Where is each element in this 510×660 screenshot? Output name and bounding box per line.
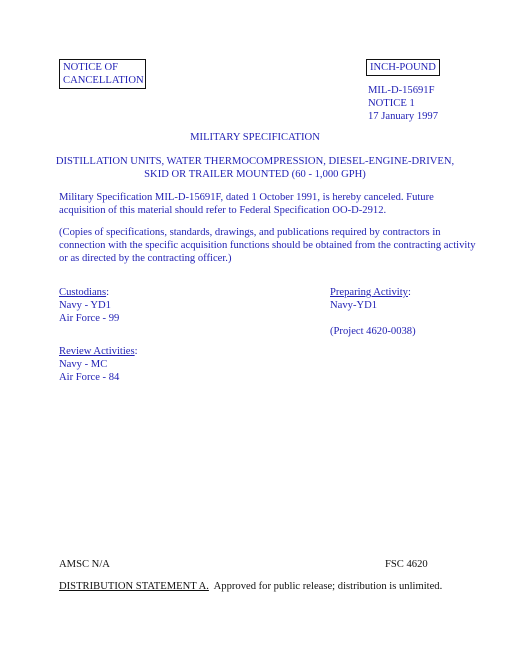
paragraph1-line-2: acquisition of this material should refer to Federal Specification OO-D-2912. [59, 205, 387, 216]
notice-number: NOTICE 1 [368, 98, 415, 109]
title-line-2: SKID OR TRAILER MOUNTED (60 - 1,000 GPH) [144, 169, 366, 180]
custodians-heading-colon: : [106, 287, 110, 298]
document-number: MIL-D-15691F [368, 85, 435, 96]
notice-line-1: NOTICE OF [63, 62, 119, 73]
preparing-activity-heading [330, 286, 416, 299]
inch-pound-box [366, 59, 440, 76]
review-activities-heading-text: Review Activities [59, 346, 135, 357]
inch-pound-label: INCH-POUND [370, 62, 436, 73]
custodians-heading [59, 286, 119, 299]
preparing-activity-colon: : [407, 287, 411, 298]
preparing-activity-heading-text: Preparing Activity [330, 287, 408, 298]
fsc-text: FSC 4620 [385, 559, 428, 570]
copies-paragraph [59, 226, 476, 265]
paragraph1-line-1: Military Specification MIL-D-15691F, dated 1 October 1991, is hereby canceled. Future [59, 192, 434, 203]
distribution-statement [59, 580, 442, 593]
project-number: (Project 4620-0038) [330, 326, 416, 337]
cancellation-paragraph [59, 191, 434, 217]
distribution-statement-text: Approved for public release; distribution is unlimited. [208, 581, 443, 592]
document-date: 17 January 1997 [368, 111, 439, 122]
amsc-label [59, 558, 110, 571]
title-line-1: DISTILLATION UNITS, WATER THERMOCOMPRESSION, DIESEL-ENGINE-DRIVEN, [55, 156, 455, 167]
notice-line-2: CANCELLATION [63, 75, 144, 86]
distribution-statement-label: DISTRIBUTION STATEMENT A. [59, 581, 209, 592]
review-activity-item: Navy - MC [59, 359, 108, 370]
amsc-text: AMSC N/A [59, 559, 110, 570]
custodian-item: Navy - YD1 [59, 300, 111, 311]
preparing-activity-section [330, 286, 416, 338]
specification-heading-text: MILITARY SPECIFICATION [190, 132, 320, 143]
review-activities-colon: : [134, 346, 138, 357]
paragraph2-line-1: (Copies of specifications, standards, drawings, and publications required by contractors in [59, 227, 441, 238]
review-activity-item: Air Force - 84 [59, 372, 120, 383]
specification-heading [0, 131, 510, 144]
custodians-section [59, 286, 119, 325]
document-identifier [368, 84, 438, 123]
paragraph2-line-3: or as directed by the contracting officer.) [59, 253, 232, 264]
fsc-label [385, 558, 428, 571]
custodian-item: Air Force - 99 [59, 313, 120, 324]
document-title [0, 155, 510, 181]
paragraph2-line-2: connection with the specific acquisition functions should be obtained from the contracting activity [59, 240, 476, 251]
review-activities-heading [59, 345, 138, 358]
preparing-activity-value: Navy-YD1 [330, 300, 378, 311]
notice-of-cancellation-box [59, 59, 146, 89]
custodians-heading-text: Custodians [59, 287, 107, 298]
review-activities-section [59, 345, 138, 384]
